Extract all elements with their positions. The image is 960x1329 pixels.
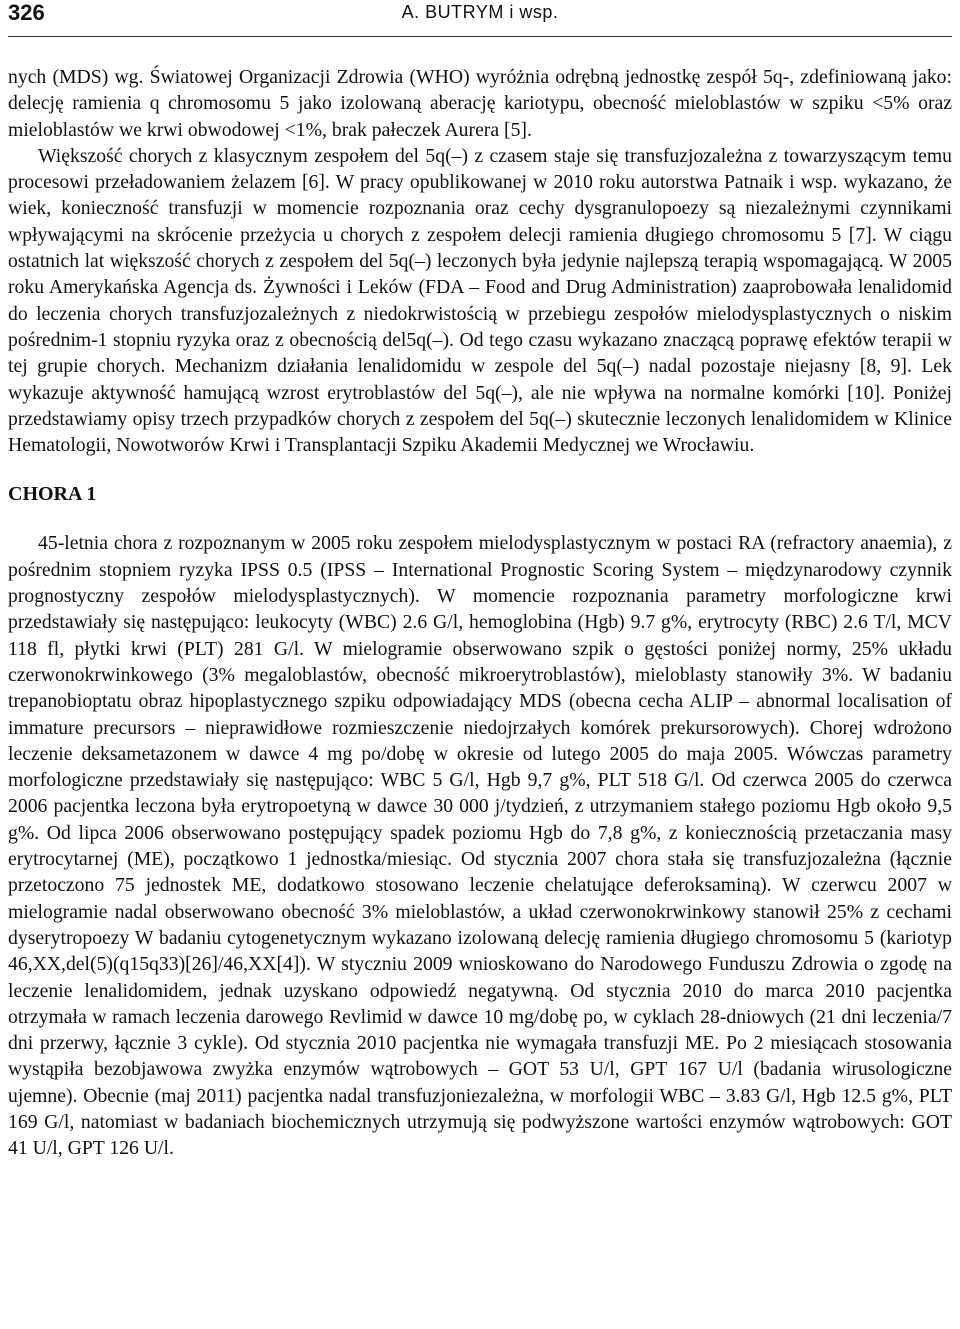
paragraph-case-1: 45-letnia chora z rozpoznanym w 2005 roku zespołem mielodysplastycznym w postaci RA (refractory anaemia), z pośrednim stopniem ryzyka IPSS 0.5 (IPSS – International Prognostic Scoring System – międzynarodowy czynnik prognostyczny zespołów mielodysplastycznych). W momencie rozpoznania parametry morfologiczne krwi przedstawiały się następująco: leukocyty (WBC) 2.6 G/l, hemoglobina (Hgb) 9.7 g%, erytrocyty (RBC) 2.6 T/l, MCV 118 fl, płytki krwi (PLT) 281 G/l. W mielogramie obserwowano szpik o gęstości poniżej normy, 25% układu czerwonokrwinkowego (3% megaloblastów, obecność mikroerytroblastów), mieloblasty stanowiły 3%. W badaniu trepanobioptatu obraz hipoplastycznego szpiku odpowiadający MDS (obecna cecha ALIP – abnormal localisation of immature precursors – nieprawidłowe rozmieszczenie niedojrzałych komórek prekursorowych). Chorej wdrożono leczenie deksametazonem w dawce 4 mg po/dobę w okresie od lutego 2005 do maja 2005. Wówczas parametry morfologiczne przedstawiały się następująco: WBC 5 G/l, Hgb 9,7 g%, PLT 518 G/l. Od czerwca 2005 do czerwca 2006 pacjentka leczona była erytropoetyną w dawce 30 000 j/tydzień, z utrzymaniem stałego poziomu Hgb około 9,5 g%. Od lipca 2006 obserwowano postępujący spadek poziomu Hgb do 7,8 g%, z koniecznością przetaczania masy erytrocytarnej (ME), początkowo 1 jednostka/miesiąc. Od stycznia 2007 chora stała się transfuzjozależna (łącznie przetoczono 75 jednostek ME, dodatkowo stosowano leczenie chelatujące deferoksaminą). W czerwcu 2007 w mielogramie nadal obserwowano obecność 3% mieloblastów, a układ czerwonokrwinkowy stanowił 25% z cechami dyserytropoezy W badaniu cytogenetycznym wykazano izolowaną delecję ramienia długiego chromosomu 5 (kariotyp 46,XX,del(5)(q15q33)[26]/46,XX[4]). W styczniu 2009 wnioskowano do Narodowego Funduszu Zdrowia o zgodę na leczenie lenalidomidem, jednak uzyskano odpowiedź negatywną. Od stycznia 2010 do marca 2010 pacjentka otrzymała w ramach leczenia darowego Revlimid w dawce 10 mg/dobę po, w cyklach 28-dniowych (21 dni leczenia/7 dni przerwy, łącznie 3 cykle). Od stycznia 2010 pacjentka nie wymagała transfuzji ME. Po 2 miesiącach stosowania wystąpiła bezobjawowa zwyżka enzymów wątrobowych – GOT 53 U/l, GPT 167 U/l (badania wirusologiczne ujemne). Obecnie (maj 2011) pacjentka nadal transfuzjoniezależna, w morfologii WBC – 3.83 G/l, Hgb 12.5 g%, PLT 169 G/l, natomiast w badaniach biochemicznych utrzymują się podwyższone wartości enzymów wątrobowych: GOT 41 U/l, GPT 126 U/l. xyxy=(8,532,952,1160)
article-body xyxy=(8,64,952,1162)
header-rule xyxy=(8,36,952,37)
paragraph-del5q: Większość chorych z klasycznym zespołem del 5q(–) z czasem staje się transfuzjozależna z towarzyszącym temu procesowi przeładowaniem żelazem [6]. W pracy opublikowanej w 2010 roku autorstwa Patnaik i wsp. wykazano, że wiek, konieczność transfuzji w momencie rozpoznania oraz cechy dysgranulopoezy są niezależnymi czynnikami wpływającymi na skrócenie przeżycia u chorych z zespołem delecji ramienia długiego chromosomu 5 [7]. W ciągu ostatnich lat większość chorych z zespołem del 5q(–) leczonych była jedynie najlepszą terapią wspomagającą. W 2005 roku Amerykańska Agencja ds. Żywności i Leków (FDA – Food and Drug Administration) zaaprobowała lenalidomid do leczenia chorych transfuzjozależnych z niedokrwistością w przebiegu zespołów mielodysplastycznych o niskim pośrednim-1 stopniu ryzyka oraz z obecnością del5q(–). Od tego czasu wykazano znaczącą poprawę efektów terapii w tej grupie chorych. Mechanizm działania lenalidomidu w zespole del 5q(–) nadal pozostaje niejasny [8, 9]. Lek wykazuje aktywność hamującą wzrost erytroblastów del 5q(–), ale nie wpływa na normalne komórki [10]. Poniżej przedstawiamy opisy trzech przypadków chorych z zespołem del 5q(–) skutecznie leczonych lenalidomidem w Klinice Hematologii, Nowotworów Krwi i Transplantacji Szpiku Akademii Medycznej we Wrocławiu. xyxy=(8,144,952,457)
page-header xyxy=(8,0,952,36)
section-heading: CHORA 1 xyxy=(8,483,97,506)
page-number: 326 xyxy=(8,0,45,25)
paragraph-intro-continued: nych (MDS) wg. Światowej Organizacji Zdrowia (WHO) wyróżnia odrębną jednostkę zespół 5q-, zdefiniowaną jako: delecję ramienia q chromosomu 5 jako izolowaną aberację kariotypu, obecność mieloblastów w szpiku <5% oraz mieloblastów we krwi obwodowej <1%, brak pałeczek Aurera [5]. xyxy=(8,66,952,141)
running-head: A. BUTRYM i wsp. xyxy=(401,2,559,22)
section-gap xyxy=(8,507,952,530)
